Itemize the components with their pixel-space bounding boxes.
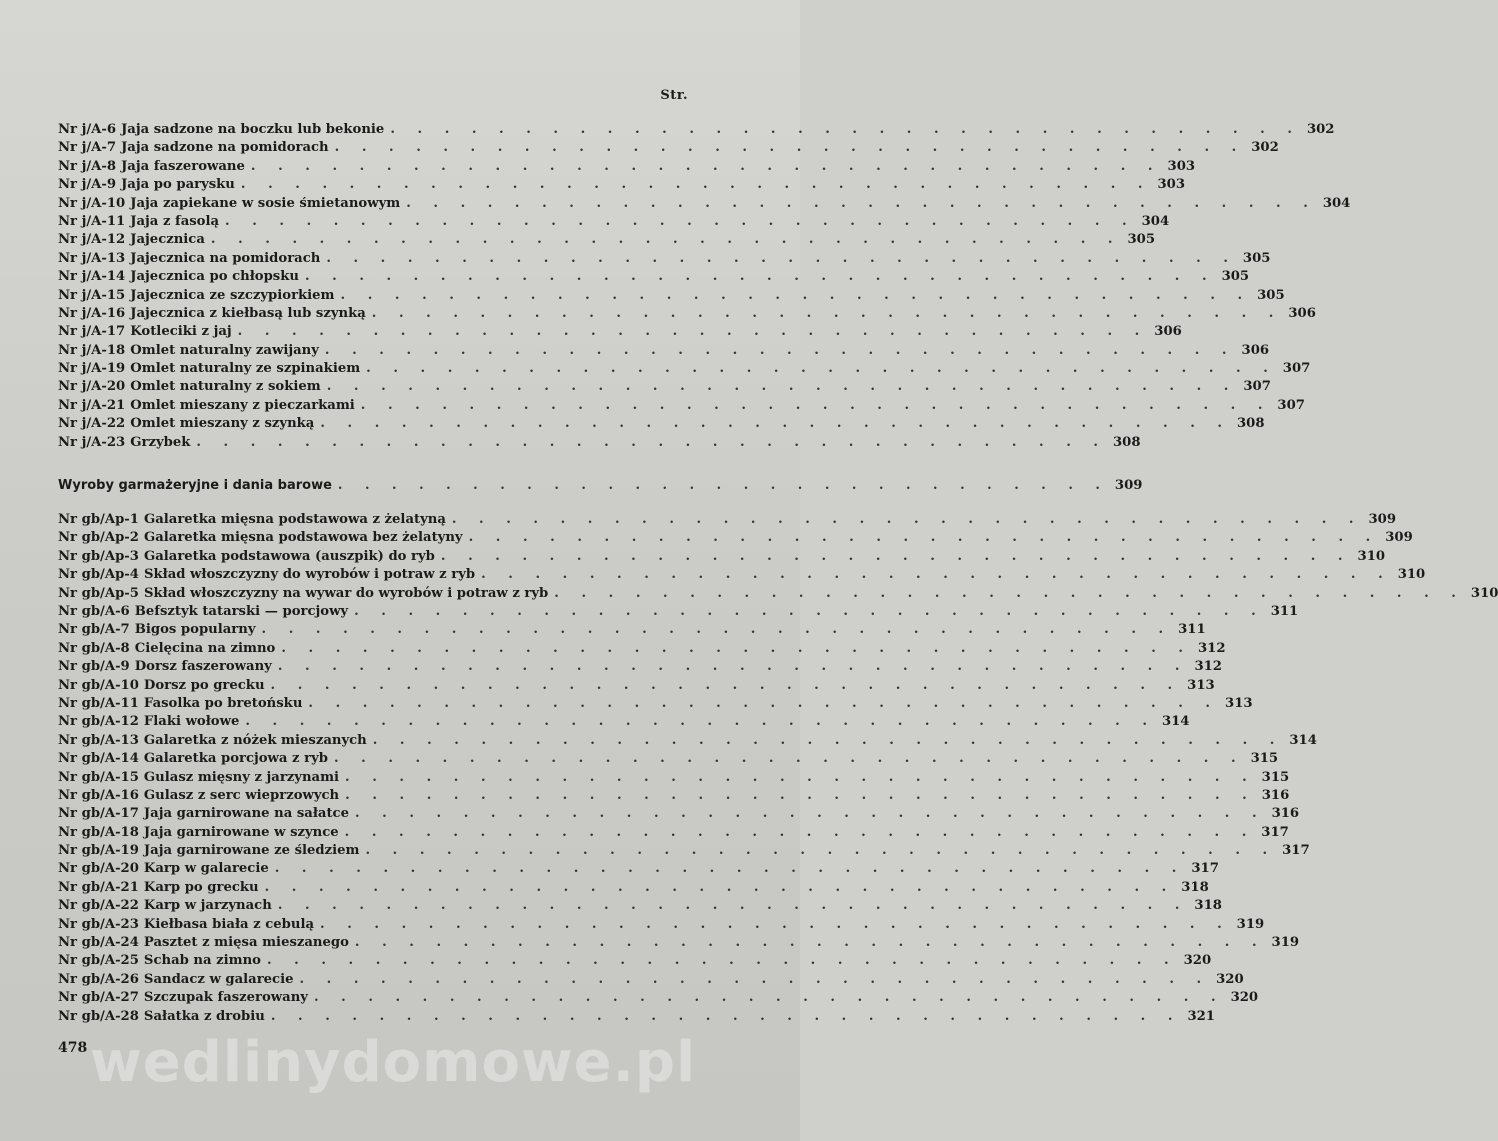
entry-page-number: 320 <box>1216 971 1244 987</box>
entry-title: Schab na zimno <box>143 953 261 969</box>
dot-leader: . . . . . . . . . . . . . . . . . . . . . . . . . . . . . <box>337 478 1109 494</box>
entry-page-number: 306 <box>1154 324 1182 340</box>
entry-code: Nr j/A-21 <box>58 397 126 413</box>
dot-leader: . . . . . . . . . . . . . . . . . . . . . . . . . . . . . . . . . . <box>261 622 1173 638</box>
toc-entry <box>58 603 1299 621</box>
dot-leader: . . . . . . . . . . . . . . . . . . . . . . . . . . . . . . . . . . <box>371 305 1283 321</box>
entry-code: Nr gb/A-24 <box>58 935 139 951</box>
watermark-text: wedlinydomowe.pl <box>90 1030 697 1095</box>
section-heading <box>58 476 1143 496</box>
toc-entry <box>58 121 1335 139</box>
toc-entry <box>58 250 1271 268</box>
entry-title: Galaretka z nóżek mieszanych <box>143 732 367 748</box>
entry-title: Sandacz w galarecie <box>143 971 294 987</box>
entry-code: Nr gb/Ap-5 <box>58 585 139 601</box>
entry-page-number: 302 <box>1251 140 1279 156</box>
toc-entry <box>58 860 1219 878</box>
page-number: 478 <box>58 1040 88 1056</box>
toc-entry <box>58 658 1222 676</box>
entry-code: Nr j/A-13 <box>58 250 126 266</box>
dot-leader: . . . . . . . . . . . . . . . . . . . . . . . . . . . . . . . . . . <box>320 416 1231 432</box>
entry-code: Nr j/A-18 <box>58 342 126 358</box>
toc-entry <box>58 824 1289 842</box>
toc-entry <box>58 323 1182 341</box>
entry-title: Sałatka z drobiu <box>143 1008 265 1024</box>
dot-leader: . . . . . . . . . . . . . . . . . . . . . . . . . . . . . . . . . . <box>406 195 1317 211</box>
entry-code: Nr j/A-17 <box>58 324 126 340</box>
entry-title: Kiełbasa biała z cebulą <box>143 916 315 932</box>
toc-entry <box>58 585 1498 603</box>
entry-code: Nr j/A-9 <box>58 177 117 193</box>
toc-entry <box>58 378 1271 396</box>
dot-leader: . . . . . . . . . . . . . . . . . . . . . . . . . . . . . . . . . . <box>277 898 1189 914</box>
toc-entry <box>58 176 1186 194</box>
toc-entry <box>58 529 1413 547</box>
toc-entry <box>58 287 1285 305</box>
dot-leader: . . . . . . . . . . . . . . . . . . . . . . . . . . . . . . . . . . <box>320 916 1231 932</box>
entry-code: Nr gb/A-27 <box>58 990 139 1006</box>
dot-leader: . . . . . . . . . . . . . . . . . . . . . . . . . . . . . . . . . . <box>210 232 1122 248</box>
entry-code: Nr gb/A-12 <box>58 714 139 730</box>
entry-page-number: 317 <box>1282 843 1310 859</box>
dot-leader: . . . . . . . . . . . . . . . . . . . . . . . . . . . . . . . . . . <box>304 269 1216 285</box>
entry-title: Jajecznica po chłopsku <box>130 269 299 285</box>
entry-title: Dorsz po grecku <box>143 677 265 693</box>
entry-code: Nr gb/A-22 <box>58 898 139 914</box>
dot-leader: . . . . . . . . . . . . . . . . . . . . . . . . . . . . . . . . . . <box>344 824 1256 840</box>
entry-title: Dorsz faszerowany <box>134 659 272 675</box>
entry-code: Nr gb/Ap-2 <box>58 530 139 546</box>
entry-page-number: 310 <box>1357 548 1386 564</box>
entry-code: Nr gb/A-17 <box>58 806 139 822</box>
entry-page-number: 304 <box>1141 213 1170 229</box>
entry-code: Nr gb/Ap-4 <box>58 567 139 583</box>
entry-code: Nr gb/A-6 <box>58 603 130 619</box>
entry-page-number: 316 <box>1261 787 1290 803</box>
toc-entry <box>58 342 1270 360</box>
dot-leader: . . . . . . . . . . . . . . . . . . . . . . . . . . . . . . . . . . <box>354 806 1266 822</box>
entry-code: Nr j/A-15 <box>58 287 126 303</box>
entry-page-number: 314 <box>1161 714 1190 730</box>
dot-leader: . . . . . . . . . . . . . . . . . . . . . . . . . . . . . . . . . . <box>326 379 1238 395</box>
entry-title: Flaki wołowe <box>143 714 240 730</box>
entry-title: Jajecznica z kiełbasą lub szynką <box>130 305 366 321</box>
entry-page-number: 318 <box>1194 898 1222 914</box>
entry-code: Nr gb/A-26 <box>58 971 139 987</box>
entry-title: Omlet naturalny z sokiem <box>130 379 321 395</box>
entry-page-number: 305 <box>1242 250 1271 266</box>
toc-entry <box>58 548 1386 566</box>
dot-leader: . . . . . . . . . . . . . . . . . . . . . . . . . . . . . . . . . . <box>270 677 1182 693</box>
entry-page-number: 320 <box>1230 990 1259 1006</box>
dot-leader: . . . . . . . . . . . . . . . . . . . . . . . . . . . . . . . . . . <box>250 158 1162 174</box>
entry-page-number: 311 <box>1270 603 1299 619</box>
entry-title: Grzybek <box>130 434 191 450</box>
entry-title: Gulasz mięsny z jarzynami <box>143 769 340 785</box>
entry-page-number: 317 <box>1261 824 1289 840</box>
toc-entry <box>58 713 1190 731</box>
dot-leader: . . . . . . . . . . . . . . . . . . . . . . . . . . . . . . . . . . <box>264 879 1176 895</box>
toc-entry <box>58 511 1397 529</box>
entry-title: Jaja garnirowane w szynce <box>143 824 339 840</box>
entry-page-number: 308 <box>1236 416 1265 432</box>
entry-title: Cielęcina na zimno <box>134 640 276 656</box>
entry-page-number: 302 <box>1306 122 1335 137</box>
entry-page-number: 319 <box>1236 916 1265 932</box>
entry-page-number: 313 <box>1225 695 1253 711</box>
toc-entry <box>58 360 1311 378</box>
dot-leader: . . . . . . . . . . . . . . . . . . . . . . . . . . . . . . . . . . <box>340 287 1252 303</box>
entry-code: Nr gb/A-16 <box>58 787 139 803</box>
dot-leader: . . . . . . . . . . . . . . . . . . . . . . . . . . . . . . . . . . <box>196 434 1107 450</box>
toc-entry <box>58 916 1265 934</box>
entry-title: Karp w galarecie <box>143 861 269 877</box>
dot-leader: . . . . . . . . . . . . . . . . . . . . . . . . . . . . . . . . . . <box>554 585 1465 601</box>
toc-entry <box>58 195 1351 213</box>
entry-code: Nr gb/A-18 <box>58 824 139 840</box>
dot-leader: . . . . . . . . . . . . . . . . . . . . . . . . . . . . . . . . . . <box>481 567 1392 583</box>
toc-entry <box>58 897 1222 915</box>
dot-leader: . . . . . . . . . . . . . . . . . . . . . . . . . . . . . . . . . . <box>360 397 1272 413</box>
toc-entry <box>58 1008 1215 1026</box>
entry-title: Omlet naturalny ze szpinakiem <box>130 361 361 377</box>
entry-page-number: 307 <box>1277 397 1305 413</box>
dot-leader: . . . . . . . . . . . . . . . . . . . . . . . . . . . . . . . . . . <box>326 250 1237 266</box>
entry-title: Jaja sadzone na boczku lub bekonie <box>121 122 385 137</box>
entry-page-number: 305 <box>1257 287 1285 303</box>
dot-leader: . . . . . . . . . . . . . . . . . . . . . . . . . . . . . . . . . . <box>274 861 1186 877</box>
toc-group-eggs <box>58 121 1351 452</box>
entry-page-number: 309 <box>1368 512 1397 528</box>
entry-code: Nr gb/A-20 <box>58 861 139 877</box>
entry-title: Jaja z fasolą <box>130 213 220 229</box>
entry-title: Karp w jarzynach <box>143 898 272 914</box>
entry-title: Gulasz z serc wieprzowych <box>143 787 340 803</box>
entry-code: Nr j/A-8 <box>58 158 117 174</box>
entry-page-number: 315 <box>1250 751 1279 767</box>
entry-code: Nr gb/A-10 <box>58 677 139 693</box>
entry-page-number: 319 <box>1271 935 1300 951</box>
entry-page-number: 314 <box>1289 732 1317 748</box>
entry-code: Nr j/A-11 <box>58 213 126 229</box>
entry-page-number: 306 <box>1288 305 1316 321</box>
toc-entry <box>58 989 1259 1007</box>
entry-page-number: 318 <box>1181 879 1209 895</box>
entry-page-number: 317 <box>1191 861 1219 877</box>
dot-leader: . . . . . . . . . . . . . . . . . . . . . . . . . . . . . . . . . . <box>333 751 1245 767</box>
entry-title: Kotleciki z jaj <box>130 324 232 340</box>
dot-leader: . . . . . . . . . . . . . . . . . . . . . . . . . . . . . . . . . . <box>354 935 1266 951</box>
toc-entry <box>58 139 1279 157</box>
entry-code: Nr gb/A-11 <box>58 695 139 711</box>
entry-code: Nr j/A-19 <box>58 361 126 377</box>
table-of-contents <box>58 121 1498 1026</box>
toc-entry <box>58 952 1212 970</box>
entry-title: Befsztyk tatarski — porcjowy <box>134 603 349 619</box>
entry-code: Nr gb/A-15 <box>58 769 139 785</box>
dot-leader: . . . . . . . . . . . . . . . . . . . . . . . . . . . . . . . . . . <box>225 213 1136 229</box>
entry-page-number: 315 <box>1261 769 1290 785</box>
entry-code: Nr gb/A-23 <box>58 916 139 932</box>
entry-page-number: 305 <box>1221 269 1250 285</box>
dot-leader: . . . . . . . . . . . . . . . . . . . . . . . . . . . . . . . . . . <box>308 695 1220 711</box>
toc-entry <box>58 842 1310 860</box>
entry-title: Jajecznica na pomidorach <box>130 250 321 266</box>
entry-title: Galaretka podstawowa (auszpik) do ryb <box>143 548 435 564</box>
entry-title: Jaja po parysku <box>121 177 235 193</box>
entry-page-number: 310 <box>1397 567 1426 583</box>
dot-leader: . . . . . . . . . . . . . . . . . . . . . . . . . . . . . . . . . . <box>270 1008 1182 1024</box>
entry-title: Omlet naturalny zawijany <box>130 342 319 358</box>
entry-page-number: 321 <box>1187 1008 1215 1024</box>
entry-title: Jaja faszerowane <box>121 158 245 174</box>
toc-entry <box>58 231 1156 249</box>
entry-code: Nr gb/A-9 <box>58 659 130 675</box>
entry-title: Galaretka mięsna podstawowa z żelatyną <box>143 512 446 528</box>
dot-leader: . . . . . . . . . . . . . . . . . . . . . . . . . . . . . . . . . . <box>372 732 1284 748</box>
page-column-header: Str. <box>660 88 688 103</box>
entry-code: Nr gb/A-14 <box>58 751 139 767</box>
entry-code: Nr j/A-12 <box>58 232 126 248</box>
entry-page-number: 307 <box>1243 379 1271 395</box>
dot-leader: . . . . . . . . . . . . . . . . . . . . . . . . . . . . . . . . . . <box>345 769 1256 785</box>
entry-page-number: 313 <box>1187 677 1215 693</box>
entry-page-number: 309 <box>1385 530 1413 546</box>
dot-leader: . . . . . . . . . . . . . . . . . . . . . . . . . . . . . . . . . . <box>390 122 1301 137</box>
dot-leader: . . . . . . . . . . . . . . . . . . . . . . . . . . . . . . . . . . <box>277 659 1189 675</box>
section-page-number: 309 <box>1114 478 1143 494</box>
entry-page-number: 305 <box>1127 232 1156 248</box>
entry-code: Nr gb/A-7 <box>58 622 130 638</box>
entry-code: Nr j/A-7 <box>58 140 117 156</box>
entry-code: Nr j/A-20 <box>58 379 126 395</box>
toc-entry <box>58 305 1316 323</box>
entry-page-number: 312 <box>1197 640 1226 656</box>
entry-code: Nr j/A-14 <box>58 269 126 285</box>
dot-leader: . . . . . . . . . . . . . . . . . . . . . . . . . . . . . . . . . . <box>245 714 1156 730</box>
entry-title: Bigos popularny <box>134 622 256 638</box>
entry-code: Nr gb/A-21 <box>58 879 139 895</box>
entry-code: Nr gb/Ap-3 <box>58 548 139 564</box>
toc-entry <box>58 268 1250 286</box>
entry-title: Skład włoszczyzny do wyrobów i potraw z ryb <box>143 567 476 583</box>
entry-page-number: 310 <box>1470 585 1498 601</box>
toc-entry <box>58 750 1279 768</box>
entry-title: Galaretka porcjowa z ryb <box>143 751 328 767</box>
entry-title: Karp po grecku <box>143 879 259 895</box>
entry-page-number: 320 <box>1183 953 1212 969</box>
entry-code: Nr j/A-16 <box>58 305 126 321</box>
toc-entry <box>58 934 1300 952</box>
entry-code: Nr gb/A-28 <box>58 1008 139 1024</box>
entry-code: Nr j/A-22 <box>58 416 126 432</box>
toc-entry <box>58 397 1305 415</box>
entry-title: Jaja sadzone na pomidorach <box>121 140 329 156</box>
entry-page-number: 306 <box>1241 342 1270 358</box>
entry-page-number: 316 <box>1271 806 1300 822</box>
toc-entry <box>58 213 1170 231</box>
entry-page-number: 304 <box>1322 195 1351 211</box>
toc-entry <box>58 732 1317 750</box>
entry-code: Nr j/A-23 <box>58 434 126 450</box>
toc-entry <box>58 879 1209 897</box>
entry-title: Jaja garnirowane na sałatce <box>143 806 349 822</box>
entry-title: Jajecznica ze szczypiorkiem <box>130 287 335 303</box>
entry-page-number: 303 <box>1167 158 1196 174</box>
dot-leader: . . . . . . . . . . . . . . . . . . . . . . . . . . . . . . . . . . <box>354 603 1265 619</box>
entry-title: Fasolka po bretońsku <box>143 695 303 711</box>
entry-code: Nr gb/A-13 <box>58 732 139 748</box>
entry-page-number: 307 <box>1282 361 1311 377</box>
dot-leader: . . . . . . . . . . . . . . . . . . . . . . . . . . . . . . . . . . <box>365 843 1277 859</box>
entry-title: Jajecznica <box>130 232 205 248</box>
dot-leader: . . . . . . . . . . . . . . . . . . . . . . . . . . . . . . . . . . <box>468 530 1380 546</box>
entry-code: Nr gb/Ap-1 <box>58 512 139 528</box>
section-title: Wyroby garmażeryjne i dania barowe <box>58 478 332 494</box>
entry-page-number: 303 <box>1157 177 1186 193</box>
dot-leader: . . . . . . . . . . . . . . . . . . . . . . . . . . . . . . . . . . <box>345 787 1256 803</box>
entry-code: Nr gb/A-19 <box>58 843 139 859</box>
dot-leader: . . . . . . . . . . . . . . . . . . . . . . . . . . . . . . . . . . <box>334 140 1246 156</box>
toc-entry <box>58 677 1215 695</box>
entry-title: Jaja zapiekane w sosie śmietanowym <box>130 195 401 211</box>
dot-leader: . . . . . . . . . . . . . . . . . . . . . . . . . . . . . . . . . . <box>313 990 1225 1006</box>
entry-title: Skład włoszczyzny na wywar do wyrobów i potraw z ryb <box>143 585 549 601</box>
entry-title: Jaja garnirowane ze śledziem <box>143 843 360 859</box>
toc-entry <box>58 805 1300 823</box>
toc-entry <box>58 566 1426 584</box>
entry-title: Szczupak faszerowany <box>143 990 308 1006</box>
toc-entry <box>58 640 1226 658</box>
toc-entry <box>58 769 1290 787</box>
entry-code: Nr gb/A-25 <box>58 953 139 969</box>
toc-entry <box>58 695 1253 713</box>
entry-title: Pasztet z mięsa mieszanego <box>143 935 349 951</box>
dot-leader: . . . . . . . . . . . . . . . . . . . . . . . . . . . . . . . . . . <box>281 640 1192 656</box>
entry-title: Omlet mieszany z szynką <box>130 416 315 432</box>
dot-leader: . . . . . . . . . . . . . . . . . . . . . . . . . . . . . . . . . . <box>440 548 1352 564</box>
entry-code: Nr gb/A-8 <box>58 640 130 656</box>
toc-entry <box>58 787 1290 805</box>
entry-title: Omlet mieszany z pieczarkami <box>130 397 355 413</box>
toc-entry <box>58 434 1141 452</box>
entry-code: Nr j/A-6 <box>58 122 117 137</box>
dot-leader: . . . . . . . . . . . . . . . . . . . . . . . . . . . . . . . . . . <box>240 177 1152 193</box>
dot-leader: . . . . . . . . . . . . . . . . . . . . . . . . . . . . . . . . . . <box>299 971 1211 987</box>
entry-code: Nr j/A-10 <box>58 195 126 211</box>
toc-entry <box>58 415 1265 433</box>
dot-leader: . . . . . . . . . . . . . . . . . . . . . . . . . . . . . . . . . . <box>237 324 1149 340</box>
dot-leader: . . . . . . . . . . . . . . . . . . . . . . . . . . . . . . . . . . <box>451 512 1363 528</box>
entry-title: Galaretka mięsna podstawowa bez żelatyny <box>143 530 463 546</box>
dot-leader: . . . . . . . . . . . . . . . . . . . . . . . . . . . . . . . . . . <box>366 361 1277 377</box>
dot-leader: . . . . . . . . . . . . . . . . . . . . . . . . . . . . . . . . . . <box>266 953 1178 969</box>
toc-group-deli <box>58 511 1498 1026</box>
dot-leader: . . . . . . . . . . . . . . . . . . . . . . . . . . . . . . . . . . <box>324 342 1236 358</box>
toc-entry <box>58 971 1244 989</box>
toc-entry <box>58 621 1206 639</box>
toc-entry <box>58 158 1196 176</box>
entry-page-number: 311 <box>1178 622 1206 638</box>
entry-page-number: 312 <box>1194 659 1222 675</box>
entry-page-number: 308 <box>1112 434 1141 450</box>
